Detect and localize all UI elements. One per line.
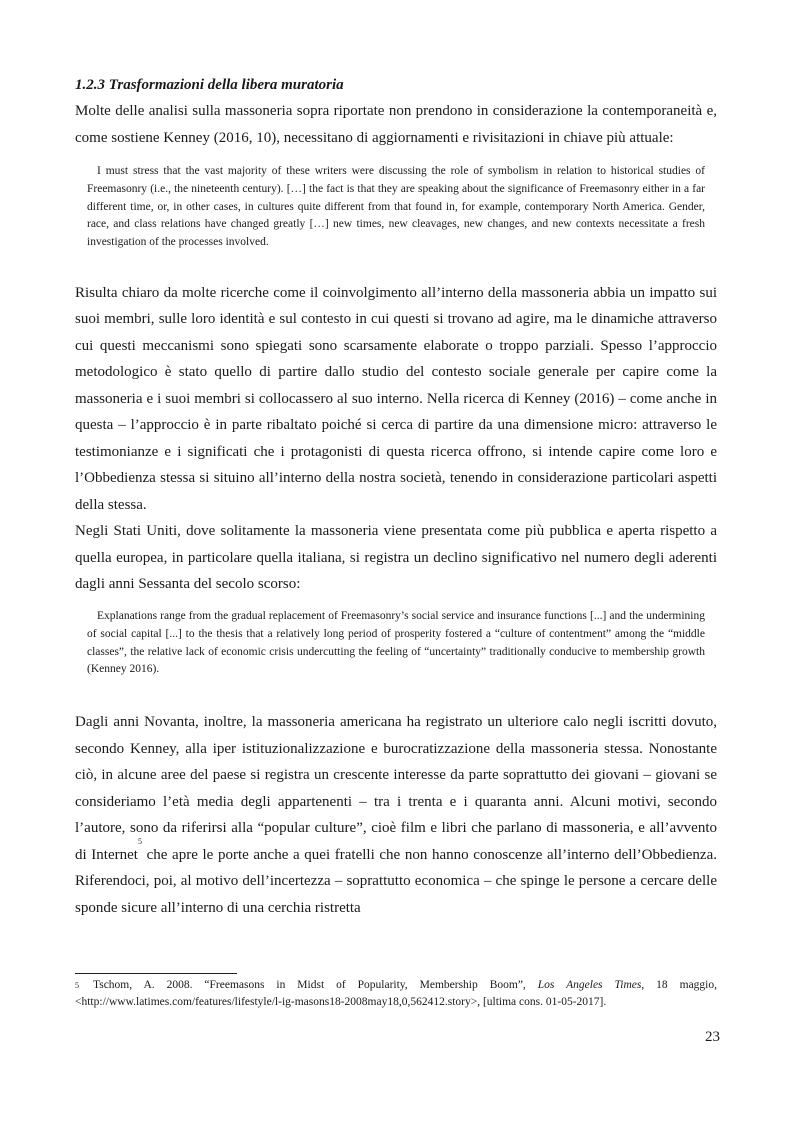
- block-quote-1: I must stress that the vast majority of these writers were discussing the role of symbolism in relation to historical studies of Freemasonry (i.e., the nineteenth century). […] the fact is that they are speaking about the significance of Freemasonry either in a far different time, or, in other cases, in cultures quite different from that found in, for example, contemporary North America. Gender, race, and class relations have changed greatly […] new times, new cleavages, new changes, and new contexts necessitate a fresh investigation of the processes involved.: [87, 165, 705, 249]
- paragraph-body-2: Negli Stati Uniti, dove solitamente la massoneria viene presentata come più pubblica e aperta rispetto a quella europea, in particolare quella italiana, si registra un declino significativo nel numero degli aderenti dagli anni Sessanta del secolo scorso:: [75, 523, 717, 593]
- footnote-text-after: , 18 maggio, <http://www.latimes.com/features/lifestyle/l-ig-masons18-2008may18,0,562412.story>, [ultima cons. 01-05-2017].: [75, 979, 717, 1008]
- footnote-text-before: Tschom, A. 2008. “Freemasons in Midst of Popularity, Membership Boom”,: [93, 979, 538, 991]
- footnote-source: Los Angeles Times: [537, 979, 642, 991]
- spacer: [75, 679, 717, 709]
- spacer: [75, 252, 717, 280]
- footnote: [75, 977, 717, 1011]
- page-number: 23: [705, 1029, 720, 1045]
- paragraph-intro: Molte delle analisi sulla massoneria sopra riportate non prendono in considerazione la contemporaneità e, come sostiene Kenney (2016, 10), necessitano di aggiornamenti e rivisitazioni in chiave più attuale:: [75, 103, 717, 146]
- page-body: [75, 74, 717, 921]
- paragraph-body-3: [75, 709, 717, 921]
- paragraph-body-1: Risulta chiaro da molte ricerche come il coinvolgimento all’interno della massoneria abbia un impatto sui suoi membri, sulle loro identità e sul contesto in cui questi si trovano ad agire, ma le dinamiche attraverso cui questi meccanismi sono spiegati sono scarsamente elaborate o troppo parziali. Spesso l’approccio metodologico è stato quello di partire dallo studio del contesto sociale generale per capire come la massoneria e i suoi membri si collocassero al suo interno. Nella ricerca di Kenney (2016) – come anche in questa – l’approccio è in parte ribaltato poiché si cerca di partire da una dimensione micro: attraverso le testimonianze e i significati che i protagonisti di questa ricerca offrono, si intende capire come loro e l’Obbedienza stessa si situino all’interno della nostra società, tenendo in considerazione particolari aspetti della stessa.: [75, 284, 717, 513]
- footnote-separator: [75, 973, 237, 974]
- section-heading: 1.2.3 Trasformazioni della libera muratoria: [75, 77, 344, 93]
- paragraph-body-3-part1: Dagli anni Novanta, inoltre, la massoneria americana ha registrato un ulteriore calo negli iscritti dovuto, secondo Kenney, alla iper istituzionalizzazione e burocratizzazione della massoneria stessa. Nonostante ciò, in alcune aree del paese si registra un crescente interesse da parte soprattutto dei giovani – giovani se consideriamo l’età media degli appartenenti – tra i trenta e i quaranta anni. Alcuni motivi, secondo l’autore, sono da riferirsi alla “popular culture”, cioè film e libri che parlano di massoneria, e all’avvento di Internet: [75, 714, 717, 863]
- footnote-number: 5: [75, 981, 79, 990]
- block-quote-2: Explanations range from the gradual replacement of Freemasonry’s social service and insurance functions [...] and the undermining of social capital [...] to the thesis that a relatively long period of prosperity fostered a “culture of contentment” among the “middle classes”, the relative lack of economic crisis undercutting the feeling of “uncertainty” traditionally conducive to membership growth (Kenney 2016).: [87, 609, 705, 676]
- footnote-reference[interactable]: 5: [137, 836, 142, 846]
- paragraph-body-3-part2: che apre le porte anche a quei fratelli che non hanno conoscenze all’interno dell’Obbedienza. Riferendoci, poi, al motivo dell’incertezza – soprattutto economica – che spinge le persone a cercare delle sponde sicure all’interno di una cerchia ristretta: [75, 846, 717, 916]
